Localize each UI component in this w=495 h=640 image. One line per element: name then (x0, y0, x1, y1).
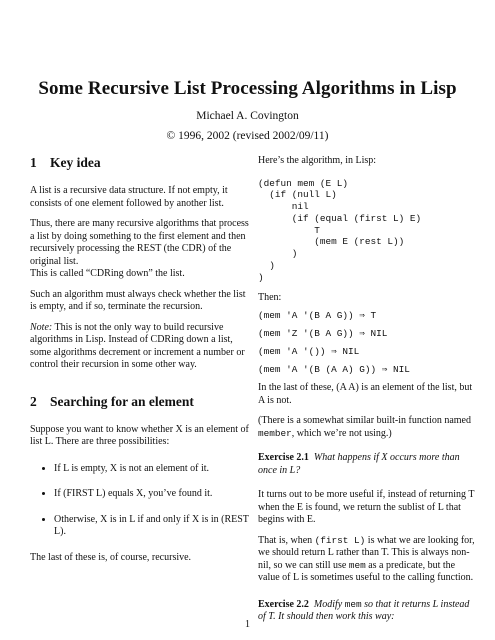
paragraph (30, 218, 250, 281)
exercise-label: Exercise 2.2 (258, 598, 309, 610)
inline-code: mem (344, 598, 362, 610)
copyright-line: © 1996, 2002 (revised 2002/09/11) (166, 130, 329, 142)
paragraph-text: (There is a somewhat similar built-in function named (258, 415, 471, 427)
paragraph: Suppose you want to know whether X is an element of list L. There are three possibilities: (30, 423, 249, 447)
paragraph: A list is a recursive data structure. If not empty, it consists of one element followed by another list. (30, 185, 228, 209)
paragraph (258, 415, 478, 440)
list-item: • If L is empty, X is not an element of it. (54, 463, 250, 476)
exercise-text: so that it returns L instead of T. It should then work this way: (258, 598, 470, 623)
section-number: 1 (30, 155, 37, 170)
paper-title: Some Recursive List Processing Algorithms in Lisp (38, 78, 457, 99)
paragraph: It turns out to be more useful if, instead of returning T when the E is found, we return the sublist of L that begins with E. (258, 489, 475, 526)
list-item: • Otherwise, X is in L if and only if X is in (REST L). (54, 514, 250, 539)
paragraph-text: This is called “CDRing down” the list. (30, 268, 185, 279)
paragraph: The last of these is, of course, recursive. (30, 551, 192, 563)
left-column (30, 155, 250, 572)
section-title: Searching for an element (50, 393, 194, 409)
paragraph: In the last of these, (A A) is an element of the list, but A is not. (258, 382, 473, 406)
inline-code: mem (348, 559, 366, 571)
example-line: (mem 'A '()) ⇒ NIL (258, 346, 360, 358)
right-column (258, 155, 478, 632)
exercise-label: Exercise 2.1 (258, 452, 309, 464)
exercise-2-1 (258, 452, 478, 477)
inline-code: (first L) (314, 534, 366, 546)
example-line: (mem 'Z '(B A G)) ⇒ NIL (258, 328, 388, 340)
example-line: (mem 'A '(B A G)) ⇒ T (258, 310, 377, 322)
possibilities-list (30, 463, 250, 539)
note-text: This is not the only way to build recursive algorithms in Lisp. Instead of CDRing down a list, some algorithms decrement or increment a number or control their recursion in some other way. (30, 321, 245, 370)
paragraph-text: is what we are looking for, we should return L rather than T. This is always non-nil, so we can still use (258, 534, 475, 571)
paragraph-text: , which we’re not using.) (291, 427, 392, 439)
code-block: (defun mem (E L) (if (null L) nil (if (equal (first L) E) T (mem E (rest L)) ) ) ) (258, 177, 422, 283)
example-line: (mem 'A '(B (A A) G)) ⇒ NIL (258, 364, 410, 376)
paragraph: Such an algorithm must always check whether the list is empty, and if so, terminate the recursion. (30, 288, 246, 312)
paragraph-text: Thus, there are many recursive algorithms that process a list by doing something to the first element and then recursively processing the REST (the CDR) of the original list. (30, 218, 249, 267)
paragraph-text: That is, when (258, 534, 315, 546)
page-number: 1 (245, 619, 250, 630)
list-item: • If (FIRST L) equals X, you’ve found it. (54, 488, 250, 501)
section-number: 2 (30, 393, 37, 409)
paragraph: Here’s the algorithm, in Lisp: (258, 155, 377, 166)
exercise-text: What happens if X occurs more than once in L? (258, 452, 460, 476)
section-heading-searching (30, 394, 250, 410)
author-name: Michael A. Covington (196, 110, 299, 122)
inline-code: member (258, 427, 292, 439)
note-label: Note: (30, 321, 53, 333)
section-title: Key idea (50, 155, 101, 170)
section-heading-key-idea (30, 155, 250, 171)
paragraph-text: as a predicate, but the value of L is sometimes useful to the calling function. (258, 559, 474, 584)
paragraph: Then: (258, 291, 282, 303)
exercise-text: Modify (313, 598, 345, 610)
note-paragraph (30, 322, 250, 372)
paragraph (258, 535, 478, 585)
